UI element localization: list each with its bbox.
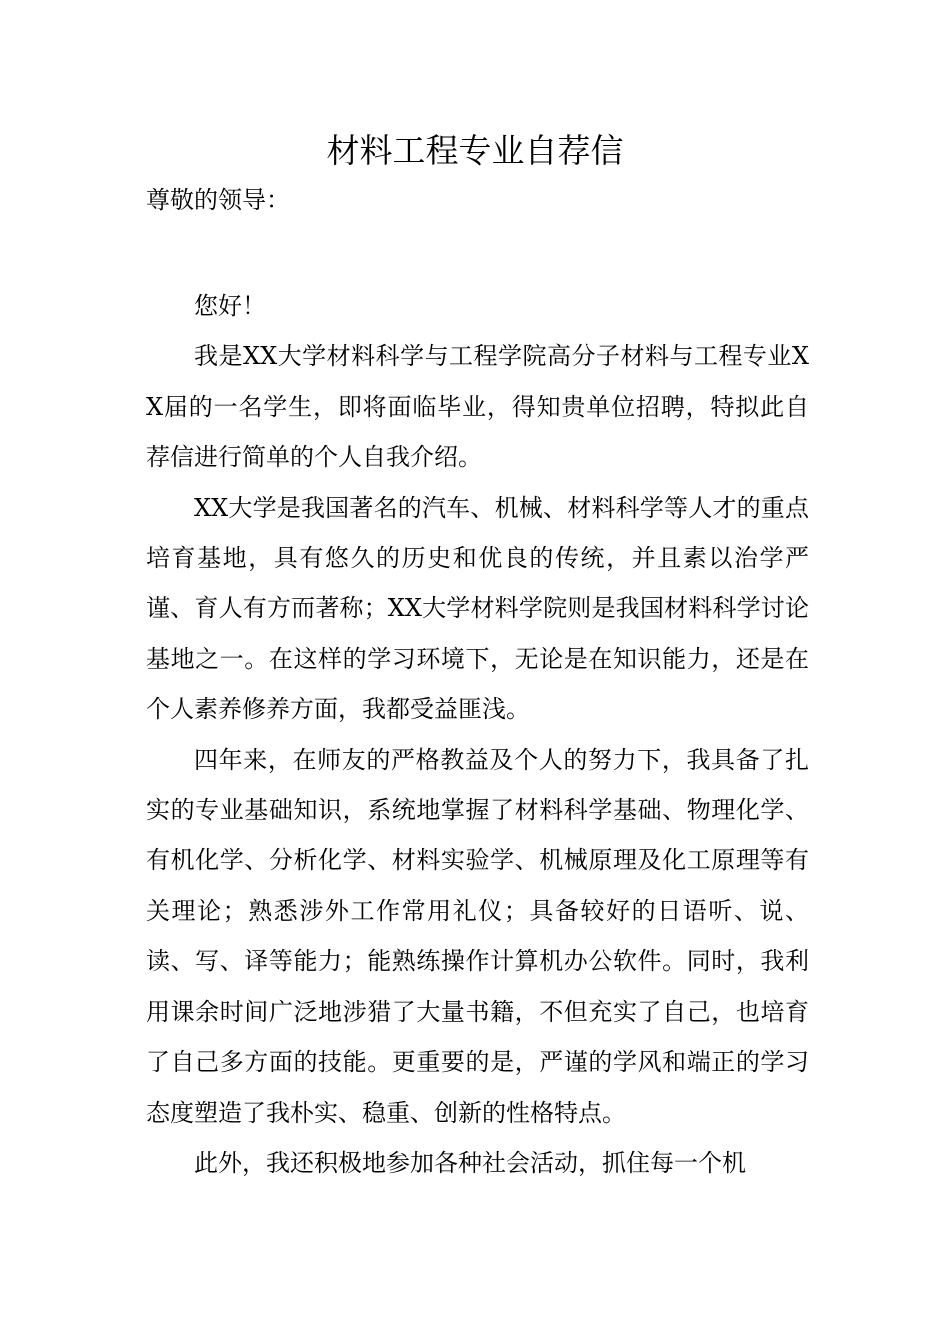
body-paragraph: 四年来，在师友的严格教益及个人的努力下，我具备了扎实的专业基础知识，系统地掌握了材料科学基础、物理化学、有机化学、分析化学、材料实验学、机械原理及化工原理等有关理论；熟悉涉外工作常用礼仪；具备较好的日语听、说、读、写、译等能力；能熟练操作计算机办公软件。同时，我利用课余时间广泛地涉猎了大量书籍，不但充实了自己，也培育了自己多方面的技能。更重要的是，严谨的学风和端正的学习态度塑造了我朴实、稳重、创新的性格特点。 (146, 745, 809, 1127)
body-paragraph: XX大学是我国著名的汽车、机械、材料科学等人才的重点培育基地，具有悠久的历史和优良的传统，并且素以治学严谨、育人有方而著称；XX大学材料学院则是我国材料科学讨论基地之一。在这样的学习环境下，无论是在知识能力，还是在个人素养修养方面，我都受益匪浅。 (146, 493, 809, 724)
body-paragraph: 我是XX大学材料科学与工程学院高分子材料与工程专业XX届的一名学生，即将面临毕业，得知贵单位招聘，特拟此自荐信进行简单的个人自我介绍。 (146, 342, 809, 472)
salutation: 尊敬的领导： (146, 186, 290, 214)
body-paragraph: 此外，我还积极地参加各种社会活动，抓住每一个机 (194, 1148, 746, 1177)
document-title: 材料工程专业自荐信 (326, 131, 624, 170)
letter-body (146, 281, 809, 1188)
greeting-paragraph: 您好！ (194, 292, 266, 320)
